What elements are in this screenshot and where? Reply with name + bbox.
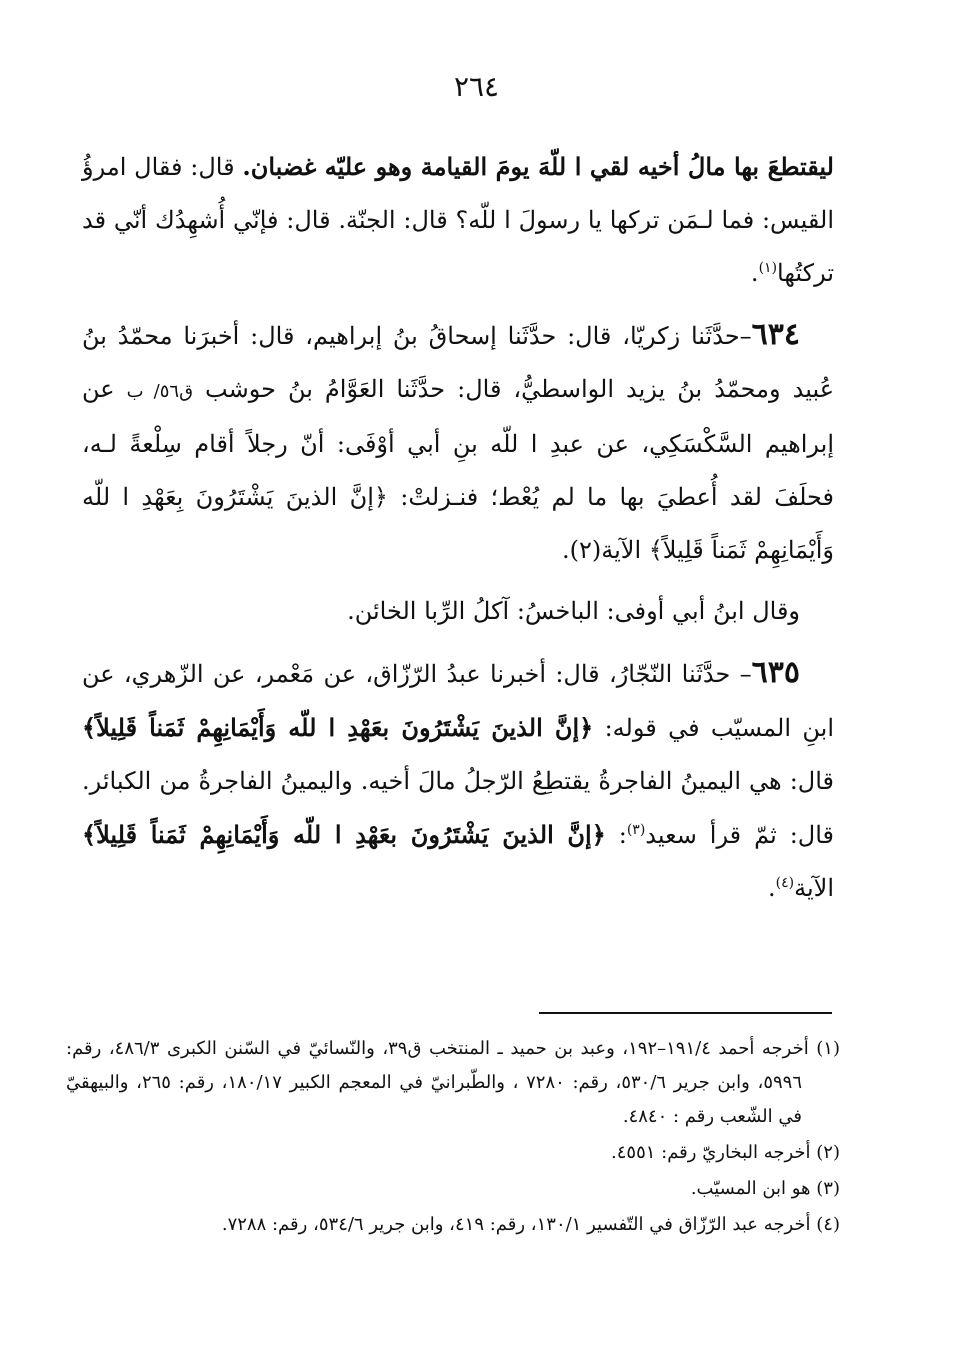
paragraph-635 [82,646,834,915]
footnote-4: (٤) أخرجه عبد الرّزّاق في التّفسير ١٣٠/١، رقم: ٤١٩، وابن جرير ٥٣٤/٦، رقم: ٧٢٨٨. [221,1214,840,1235]
paragraph-text: : [605,821,627,849]
paragraph-634 [82,308,834,577]
paragraph-text: قال: هي اليمينُ الفاجرةُ يقتطِعُ الرّجلُ مالَ أخيه. واليمينُ الفاجرةُ من الكبائر. قال: ثمّ قرأ سعيد [82,767,835,849]
quran-verse: ﴿إنَّ الذينَ يَشْتَرُونَ بعَهْدِ ا للّه وَأَيْمَانِهِمْ ثَمَناً قَلِيلاً﴾ [82,820,606,849]
footnote-3: (٣) هو ابن المسيّب. [690,1178,840,1199]
footnote-divider [539,1012,832,1014]
footnote-ref: (٣) [626,822,646,838]
hadith-number: ٦٣٤ [751,317,800,352]
paragraph-text: – حدَّثَنا النّجّارُ، قال: أخبرنا عبدُ الرّزّاق، عن مَعْمر، عن الزّهري، عن ابنِ المسيّب في قوله: [82,660,834,742]
page-number: ٢٦٤ [453,70,500,103]
paragraph-text: عن إبراهيم السَّكْسَكِي، عن عبدِ ا للّه بنِ أبي أوْفَى: أنّ رجلاً أقام سِلْعةً لـه، فحلَفَ لقد أُعطيَ بها ما لم يُعْط؛ فنـزلتْ: ﴿إنَّ الذينَ يَشْتَرُونَ بِعَهْدِ ا للّه وَأَيْمَانِهِمْ ثَمَناً قَلِيلاً﴾ الآية(٢). [82,375,834,564]
paragraph-text: –حدَّثَنا زكريّا، قال: حدَّثَنا إسحاقُ بنُ إبراهيم، قال: أخبرَنا محمّدُ بنُ عُبيد ومحمّدُ بنُ يزيد الواسطيُّ، قال: حدَّثَنا العَوَّامُ بنُ حوشب [82,322,835,403]
hadith-number: ٦٣٥ [751,655,800,690]
quote-bold: ليقتطعَ بها مالُ أخيه لقي ا للّهَ يومَ القيامة وهو عليّه غضبان. [242,152,834,181]
main-text [82,140,834,923]
footnote-1: (١) أخرجه أحمد ١٩١/٤–١٩٢، وعبد بن حميد ـ المنتخب ق٣٩، والنّسائيّ في السّنن الكبرى ٤٨٦/٣، رقم: ٥٩٩٦، وابن جرير ٥٣٠/٦، رقم: ٧٢٨٠ ، والطّبرانيّ في المعجم الكبير ١٨٠/١٧، رقم: ٢٦٥، والبيهقيّ في الشّعب رقم : ٤٨٤٠. [66,1038,840,1127]
quran-verse: ﴿إنَّ الذينَ يَشْتَرُونَ بعَهْدِ ا للّه وَأَيْمَانِهِمْ ثَمَناً قَلِيلاً﴾ [82,713,594,742]
footnote-ref: (٤) [775,875,795,891]
footnotes [66,1032,840,1244]
paragraph-3 [82,585,834,638]
footnote-ref: (١) [758,260,778,276]
manuscript-margin-note: ق٥٦/ ب [126,381,194,402]
paragraph-text: قال: فقال امرؤُ القيس: فما لـمَن تركها يا رسولَ ا للّه؟ قال: الجنّة. قال: فإنّي أُشهِدُك أنّي قد تركتُها [82,153,834,287]
punctuation: . [767,874,776,902]
footnote-2: (٢) أخرجه البخاريّ رقم: ٤٥٥١. [611,1142,840,1163]
punctuation: . [750,259,759,287]
paragraph-text: وقال ابنُ أبي أوفى: الباخسُ: آكلُ الرِّبا الخائن. [347,597,800,625]
paragraph-1 [82,140,834,300]
paragraph-text: الآية [794,874,834,902]
